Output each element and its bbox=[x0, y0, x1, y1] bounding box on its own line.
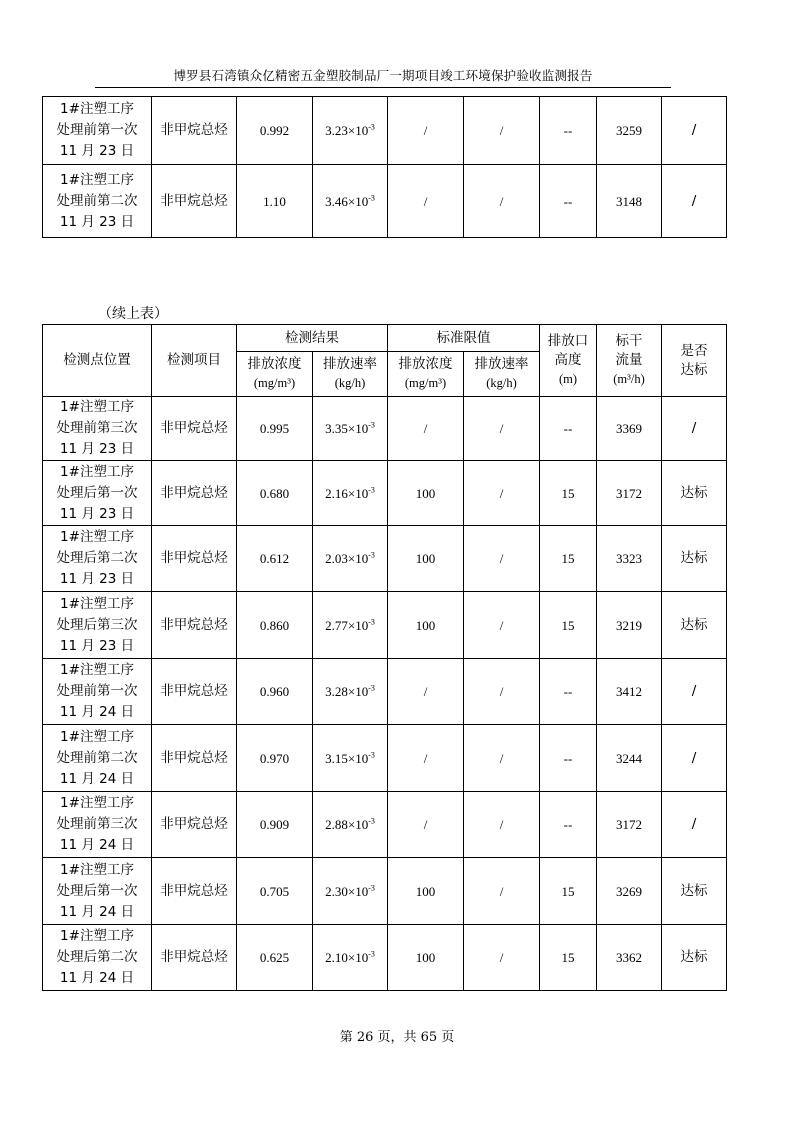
table-row bbox=[43, 925, 727, 991]
cell-item: 非甲烷总烃 bbox=[152, 792, 237, 858]
cell-limit-rate: / bbox=[464, 97, 540, 165]
cell-location bbox=[43, 925, 152, 991]
cell-pass: / bbox=[662, 97, 727, 165]
table-row bbox=[43, 725, 727, 792]
rate-mantissa: 2.16×10 bbox=[325, 485, 369, 501]
cell-limit-rate: / bbox=[464, 592, 540, 659]
rate-mantissa: 3.28×10 bbox=[325, 684, 369, 699]
rate-exponent: -3 bbox=[368, 883, 375, 893]
location-date: 11 月 23 日 bbox=[59, 505, 135, 522]
cell-flow: 3172 bbox=[597, 792, 662, 858]
location-line2: 处理前第一次 bbox=[56, 122, 138, 138]
location-line2: 处理后第三次 bbox=[56, 616, 138, 633]
header-flow-unit: (m³/h) bbox=[613, 372, 645, 386]
cell-rate bbox=[313, 526, 388, 592]
table-row bbox=[43, 659, 727, 725]
rate-mantissa: 2.88×10 bbox=[325, 817, 369, 832]
location-line2: 处理前第二次 bbox=[56, 749, 138, 766]
cell-outlet-height: -- bbox=[540, 397, 597, 461]
cell-concentration: 0.992 bbox=[237, 97, 313, 165]
header-conc-label: 排放浓度 bbox=[247, 356, 302, 372]
location-line2: 处理后第二次 bbox=[56, 550, 138, 566]
cell-flow: 3412 bbox=[597, 659, 662, 725]
location-line1: 1#注塑工序 bbox=[60, 728, 134, 745]
cell-limit-concentration: / bbox=[388, 165, 464, 238]
table-header bbox=[43, 325, 727, 397]
cell-limit-concentration: / bbox=[388, 792, 464, 858]
cell-location bbox=[43, 97, 152, 165]
rate-exponent: -3 bbox=[368, 750, 375, 760]
rate-exponent: -3 bbox=[368, 683, 375, 693]
rate-exponent: -3 bbox=[368, 122, 375, 132]
table-row bbox=[43, 97, 727, 165]
cell-flow: 3148 bbox=[597, 165, 662, 238]
cell-flow: 3259 bbox=[597, 97, 662, 165]
cell-location bbox=[43, 397, 152, 461]
location-line2: 处理前第二次 bbox=[56, 192, 138, 209]
cell-location bbox=[43, 659, 152, 725]
cell-concentration: 0.909 bbox=[237, 792, 313, 858]
rate-mantissa: 2.03×10 bbox=[325, 551, 369, 566]
location-line1: 1#注塑工序 bbox=[60, 595, 134, 612]
cell-item: 非甲烷总烃 bbox=[152, 925, 237, 991]
cell-concentration: 0.705 bbox=[237, 858, 313, 925]
cell-pass: / bbox=[662, 792, 727, 858]
rate-exponent: -3 bbox=[368, 420, 375, 430]
location-date: 11 月 24 日 bbox=[59, 770, 135, 787]
cell-limit-concentration: 100 bbox=[388, 592, 464, 659]
cell-concentration: 0.612 bbox=[237, 526, 313, 592]
location-line1: 1#注塑工序 bbox=[60, 529, 134, 545]
cell-item: 非甲烷总烃 bbox=[152, 592, 237, 659]
cell-concentration: 1.10 bbox=[237, 165, 313, 238]
location-date: 11 月 24 日 bbox=[59, 704, 135, 720]
cell-limit-rate: / bbox=[464, 526, 540, 592]
rate-mantissa: 2.77×10 bbox=[325, 617, 369, 633]
header-pass-line1: 是否 bbox=[680, 342, 708, 359]
cell-outlet-height: -- bbox=[540, 725, 597, 792]
cell-rate bbox=[313, 592, 388, 659]
rate-exponent: -3 bbox=[368, 550, 375, 560]
monitoring-table-part-2 bbox=[42, 324, 727, 991]
rate-mantissa: 3.23×10 bbox=[325, 123, 369, 138]
header-height-line2: 高度 bbox=[554, 352, 582, 368]
cell-limit-rate: / bbox=[464, 461, 540, 526]
rate-exponent: -3 bbox=[368, 617, 375, 627]
table-row bbox=[43, 461, 727, 526]
cell-outlet-height: 15 bbox=[540, 526, 597, 592]
header-limits: 标准限值 bbox=[388, 325, 540, 352]
continued-label: （续上表） bbox=[98, 306, 168, 322]
header-results: 检测结果 bbox=[237, 325, 388, 352]
header-conc bbox=[237, 352, 313, 397]
location-line2: 处理后第二次 bbox=[56, 949, 138, 965]
cell-location bbox=[43, 858, 152, 925]
header-limit-conc bbox=[388, 352, 464, 397]
cell-item: 非甲烷总烃 bbox=[152, 659, 237, 725]
rate-exponent: -3 bbox=[368, 193, 375, 203]
location-line1: 1#注塑工序 bbox=[60, 463, 134, 480]
location-date: 11 月 23 日 bbox=[59, 441, 135, 457]
cell-pass: / bbox=[662, 165, 727, 238]
cell-pass: 达标 bbox=[662, 592, 727, 659]
cell-pass: 达标 bbox=[662, 526, 727, 592]
header-location: 检测点位置 bbox=[43, 325, 152, 397]
cell-concentration: 0.995 bbox=[237, 397, 313, 461]
cell-pass: / bbox=[662, 397, 727, 461]
location-date: 11 月 24 日 bbox=[59, 970, 135, 986]
cell-location bbox=[43, 592, 152, 659]
rate-exponent: -3 bbox=[368, 816, 375, 826]
header-limit-conc-label: 排放浓度 bbox=[398, 356, 453, 372]
cell-limit-concentration: 100 bbox=[388, 461, 464, 526]
cell-outlet-height: -- bbox=[540, 165, 597, 238]
cell-limit-rate: / bbox=[464, 792, 540, 858]
cell-flow: 3244 bbox=[597, 725, 662, 792]
header-flow-line2: 流量 bbox=[615, 352, 643, 368]
cell-flow: 3172 bbox=[597, 461, 662, 526]
header-conc-unit: (mg/m³) bbox=[253, 376, 296, 390]
table-row bbox=[43, 397, 727, 461]
header-limit-rate bbox=[464, 352, 540, 397]
table-row bbox=[43, 165, 727, 238]
cell-limit-concentration: / bbox=[388, 97, 464, 165]
cell-rate bbox=[313, 792, 388, 858]
rate-mantissa: 2.10×10 bbox=[325, 950, 369, 965]
cell-item: 非甲烷总烃 bbox=[152, 97, 237, 165]
cell-location bbox=[43, 165, 152, 238]
location-line1: 1#注塑工序 bbox=[60, 928, 134, 944]
cell-rate bbox=[313, 165, 388, 238]
location-line1: 1#注塑工序 bbox=[60, 171, 134, 188]
header-divider bbox=[95, 87, 671, 88]
table-row bbox=[43, 858, 727, 925]
header-item: 检测项目 bbox=[152, 325, 237, 397]
cell-pass: 达标 bbox=[662, 858, 727, 925]
cell-rate bbox=[313, 725, 388, 792]
table-row bbox=[43, 526, 727, 592]
cell-rate bbox=[313, 97, 388, 165]
header-flow bbox=[597, 325, 662, 397]
cell-item: 非甲烷总烃 bbox=[152, 858, 237, 925]
location-line1: 1#注塑工序 bbox=[60, 399, 134, 415]
cell-flow: 3369 bbox=[597, 397, 662, 461]
cell-limit-rate: / bbox=[464, 397, 540, 461]
monitoring-table-part-1 bbox=[42, 96, 727, 238]
cell-concentration: 0.860 bbox=[237, 592, 313, 659]
cell-limit-rate: / bbox=[464, 165, 540, 238]
cell-outlet-height: 15 bbox=[540, 858, 597, 925]
rate-exponent: -3 bbox=[368, 949, 375, 959]
cell-limit-rate: / bbox=[464, 925, 540, 991]
header-flow-line1: 标干 bbox=[615, 333, 643, 349]
cell-limit-concentration: / bbox=[388, 397, 464, 461]
cell-limit-concentration: / bbox=[388, 659, 464, 725]
header-height-unit: (m) bbox=[558, 372, 578, 386]
rate-mantissa: 3.35×10 bbox=[325, 421, 369, 436]
cell-outlet-height: 15 bbox=[540, 592, 597, 659]
cell-flow: 3323 bbox=[597, 526, 662, 592]
header-outlet-height bbox=[540, 325, 597, 397]
location-date: 11 月 24 日 bbox=[59, 837, 135, 853]
cell-rate bbox=[313, 397, 388, 461]
cell-location bbox=[43, 792, 152, 858]
location-line2: 处理后第一次 bbox=[56, 882, 138, 899]
table-row bbox=[43, 592, 727, 659]
cell-rate bbox=[313, 858, 388, 925]
cell-outlet-height: 15 bbox=[540, 925, 597, 991]
location-line2: 处理前第三次 bbox=[56, 816, 138, 832]
header-pass bbox=[662, 325, 727, 397]
cell-concentration: 0.625 bbox=[237, 925, 313, 991]
cell-item: 非甲烷总烃 bbox=[152, 461, 237, 526]
cell-limit-rate: / bbox=[464, 858, 540, 925]
cell-item: 非甲烷总烃 bbox=[152, 725, 237, 792]
cell-item: 非甲烷总烃 bbox=[152, 397, 237, 461]
header-limit-rate-label: 排放速率 bbox=[474, 356, 529, 372]
location-line2: 处理后第一次 bbox=[56, 484, 138, 501]
location-line1: 1#注塑工序 bbox=[60, 101, 134, 117]
cell-pass: / bbox=[662, 659, 727, 725]
cell-rate bbox=[313, 925, 388, 991]
cell-limit-concentration: / bbox=[388, 725, 464, 792]
cell-location bbox=[43, 461, 152, 526]
cell-item: 非甲烷总烃 bbox=[152, 526, 237, 592]
location-date: 11 月 23 日 bbox=[59, 143, 135, 159]
cell-location bbox=[43, 725, 152, 792]
table2-body bbox=[43, 397, 727, 991]
cell-pass: / bbox=[662, 725, 727, 792]
cell-concentration: 0.680 bbox=[237, 461, 313, 526]
location-date: 11 月 23 日 bbox=[59, 571, 135, 587]
location-line2: 处理前第三次 bbox=[56, 420, 138, 436]
location-date: 11 月 24 日 bbox=[59, 903, 135, 920]
location-line1: 1#注塑工序 bbox=[60, 662, 134, 678]
rate-mantissa: 2.30×10 bbox=[325, 883, 369, 899]
cell-limit-rate: / bbox=[464, 659, 540, 725]
header-limit-rate-unit: (kg/h) bbox=[486, 376, 517, 390]
cell-outlet-height: -- bbox=[540, 659, 597, 725]
rate-mantissa: 3.15×10 bbox=[325, 750, 369, 766]
cell-rate bbox=[313, 659, 388, 725]
header-rate bbox=[313, 352, 388, 397]
rate-exponent: -3 bbox=[368, 485, 375, 495]
cell-rate bbox=[313, 461, 388, 526]
cell-flow: 3269 bbox=[597, 858, 662, 925]
cell-item: 非甲烷总烃 bbox=[152, 165, 237, 238]
location-line1: 1#注塑工序 bbox=[60, 861, 134, 878]
header-pass-line2: 达标 bbox=[680, 361, 708, 378]
cell-limit-concentration: 100 bbox=[388, 526, 464, 592]
cell-outlet-height: -- bbox=[540, 97, 597, 165]
page-number: 第 26 页，共 65 页 bbox=[339, 1030, 455, 1045]
report-header-title: 博罗县石湾镇众亿精密五金塑胶制品厂一期项目竣工环境保护验收监测报告 bbox=[173, 68, 593, 83]
table-row bbox=[43, 792, 727, 858]
location-date: 11 月 23 日 bbox=[59, 637, 135, 654]
cell-flow: 3362 bbox=[597, 925, 662, 991]
header-rate-unit: (kg/h) bbox=[334, 376, 366, 390]
cell-outlet-height: -- bbox=[540, 792, 597, 858]
header-height-line1: 排放口 bbox=[547, 333, 589, 349]
cell-pass: 达标 bbox=[662, 461, 727, 526]
header-limit-conc-unit: (mg/m³) bbox=[404, 376, 447, 390]
cell-pass: 达标 bbox=[662, 925, 727, 991]
location-date: 11 月 23 日 bbox=[59, 213, 135, 230]
cell-concentration: 0.960 bbox=[237, 659, 313, 725]
rate-mantissa: 3.46×10 bbox=[325, 193, 369, 209]
cell-flow: 3219 bbox=[597, 592, 662, 659]
cell-limit-concentration: 100 bbox=[388, 858, 464, 925]
location-line1: 1#注塑工序 bbox=[60, 795, 134, 811]
cell-concentration: 0.970 bbox=[237, 725, 313, 792]
cell-location bbox=[43, 526, 152, 592]
cell-limit-concentration: 100 bbox=[388, 925, 464, 991]
cell-limit-rate: / bbox=[464, 725, 540, 792]
cell-outlet-height: 15 bbox=[540, 461, 597, 526]
table1-body bbox=[43, 97, 727, 238]
header-rate-label: 排放速率 bbox=[323, 356, 377, 372]
location-line2: 处理前第一次 bbox=[56, 683, 138, 699]
